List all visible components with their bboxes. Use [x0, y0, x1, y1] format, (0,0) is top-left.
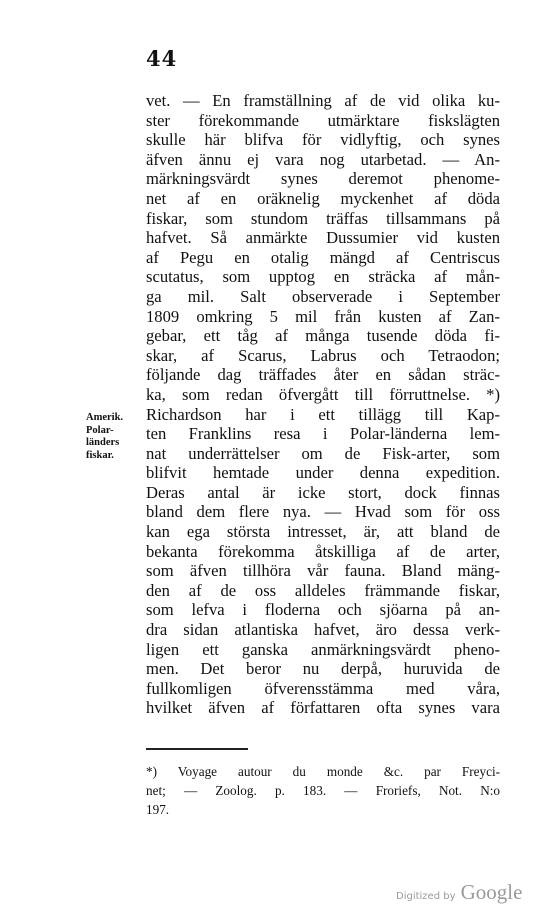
text-line: ligen ett ganska anmärkningsvärdt pheno- — [146, 639, 500, 659]
text-line: men. Det beror nu derpå, huruvida de — [146, 659, 500, 679]
text-line: som äfven tillhöra vår fauna. Bland mäng- — [146, 561, 500, 581]
text-line: bland dem flere nya. — Hvad som för oss — [146, 502, 500, 522]
digitized-watermark — [396, 880, 522, 905]
watermark-brand: Google — [460, 880, 523, 904]
text-line: äfven ännu ej vara nog utarbetad. — An- — [146, 149, 500, 169]
text-line: net af en oräknelig myckenhet af döda — [146, 188, 500, 208]
text-line: scutatus, som upptog en sträcka af mån- — [146, 267, 500, 287]
text-line: kan ega största intresset, är, att bland de — [146, 522, 500, 542]
footnote — [146, 762, 500, 819]
text-line: den af de oss alldeles främmande fiskar, — [146, 580, 500, 600]
text-line: märkningsvärdt synes deremot phenome- — [146, 169, 500, 189]
text-line: som lefva i floderna och sjöarna på an- — [146, 600, 500, 620]
text-line: ten Franklins resa i Polar-länderna lem- — [146, 424, 500, 444]
text-line: blifvit hemtade under denna expedition. — [146, 463, 500, 483]
text-line: ga mil. Salt observerade i September — [146, 286, 500, 306]
footnote-line: net; — Zoolog. p. 183. — Froriefs, Not. N:o — [146, 783, 500, 798]
text-line: Richardson har i ett tillägg till Kap- — [146, 404, 500, 424]
text-line: bekanta förekomma åtskilliga af de arter, — [146, 541, 500, 561]
footnote-line: *) Voyage autour du monde &c. par Freyci- — [146, 764, 500, 779]
footnote-rule — [146, 748, 248, 750]
text-line: vet. — En framställning af de vid olika ku- — [146, 91, 500, 110]
margin-note-line: Amerik. — [86, 412, 124, 423]
text-line: följande dag träffades åter en sådan sträc- — [146, 365, 500, 385]
text-line: nat underrättelser om de Fisk-arter, som — [146, 443, 500, 463]
text-line: skar, af Scarus, Labrus och Tetraodon; — [146, 345, 500, 365]
text-line: af Pegu en otalig mängd af Centriscus — [146, 247, 500, 267]
text-line: dra sidan atlantiska hafvet, äro dessa verk- — [146, 620, 500, 640]
text-line: ster förekommande utmärktare fiskslägten — [146, 110, 500, 130]
text-line: fiskar, som stundom träffas tillsammans på — [146, 208, 500, 228]
text-line: fullkomligen öfverensstämma med våra, — [146, 678, 500, 698]
footnote-line: 197. — [146, 802, 170, 817]
margin-note-line: länders — [86, 437, 120, 448]
text-line: ka, som redan öfvergått till förruttnelse. *) — [146, 384, 500, 404]
margin-note-line: fiskar. — [86, 449, 114, 461]
text-line: hafvet. Så anmärkte Dussumier vid kusten — [146, 228, 500, 248]
text-line: hvilket äfven af författaren ofta synes vara — [146, 698, 500, 718]
text-line: gebar, ett tåg af många tusende döda fi- — [146, 326, 500, 346]
page-number: 44 — [146, 46, 178, 71]
text-line: Deras antal är icke stort, dock finnas — [146, 482, 500, 502]
margin-note-line: Polar- — [86, 424, 114, 436]
body-text — [146, 91, 500, 718]
text-line: 1809 omkring 5 mil från kusten af Zan- — [146, 306, 500, 326]
margin-note — [86, 412, 144, 462]
text-line: skulle här blifva för vidlyftig, och synes — [146, 130, 500, 150]
watermark-prefix: Digitized by — [396, 891, 456, 902]
